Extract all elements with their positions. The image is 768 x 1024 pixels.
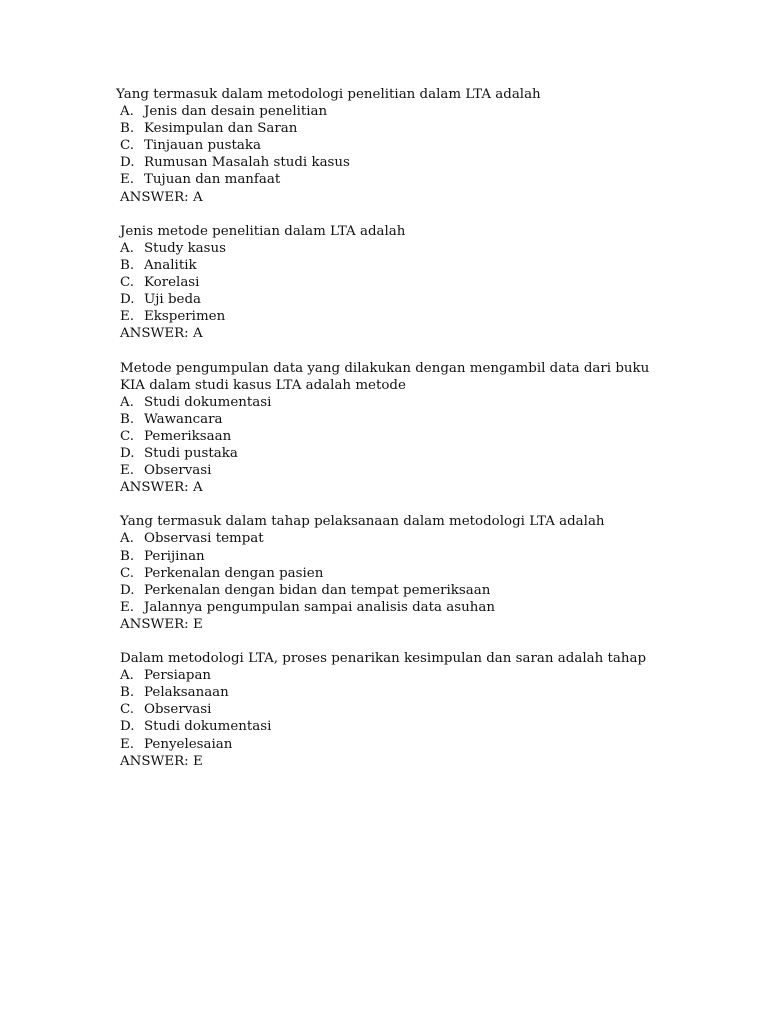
option-letter: D. — [120, 445, 135, 461]
option-a — [120, 667, 660, 684]
option-b — [120, 548, 660, 565]
option-text: Korelasi — [144, 275, 200, 291]
option-letter: C. — [120, 565, 135, 581]
option-letter: B. — [120, 257, 135, 273]
question-2 — [120, 223, 660, 343]
option-a — [120, 530, 660, 547]
option-letter: D. — [120, 292, 135, 308]
option-text: Perkenalan dengan bidan dan tempat pemeriksaan — [144, 582, 491, 598]
option-letter: B. — [120, 411, 135, 427]
option-list — [120, 667, 660, 752]
option-letter: A. — [120, 240, 134, 256]
option-c — [120, 274, 660, 291]
option-text: Observasi tempat — [144, 531, 264, 547]
option-letter: D. — [120, 719, 135, 735]
option-c — [120, 565, 660, 582]
option-text: Penyelesaian — [144, 736, 233, 752]
option-list — [120, 394, 660, 479]
option-d — [120, 718, 660, 735]
option-text: Rumusan Masalah studi kasus — [144, 155, 350, 171]
option-text: Studi pustaka — [144, 445, 238, 461]
option-letter: D. — [120, 582, 135, 598]
option-a — [120, 394, 660, 411]
option-letter: E. — [120, 463, 135, 479]
option-a — [120, 103, 660, 120]
option-list — [120, 103, 660, 188]
answer-key: ANSWER: E — [120, 753, 203, 769]
option-letter: A. — [120, 394, 134, 410]
option-text: Eksperimen — [144, 309, 226, 325]
option-letter: E. — [120, 599, 135, 615]
option-a — [120, 240, 660, 257]
option-letter: A. — [120, 668, 134, 684]
option-letter: A. — [120, 104, 134, 120]
option-d — [120, 445, 660, 462]
option-text: Study kasus — [144, 240, 227, 256]
option-text: Observasi — [144, 463, 212, 479]
option-d — [120, 291, 660, 308]
option-e — [120, 736, 660, 753]
answer-key: ANSWER: A — [120, 189, 203, 205]
option-letter: B. — [120, 548, 135, 564]
option-text: Jalannya pengumpulan sampai analisis data asuhan — [144, 599, 496, 615]
question-text: Dalam metodologi LTA, proses penarikan kesimpulan dan saran adalah tahap — [120, 651, 647, 667]
option-d — [120, 154, 660, 171]
option-letter: C. — [120, 702, 135, 718]
option-letter: E. — [120, 309, 135, 325]
option-e — [120, 462, 660, 479]
option-letter: D. — [120, 155, 135, 171]
option-letter: A. — [120, 531, 134, 547]
option-list — [120, 530, 660, 615]
option-text: Uji beda — [144, 292, 202, 308]
answer-key: ANSWER: A — [120, 480, 203, 496]
option-text: Analitik — [144, 257, 197, 273]
option-e — [120, 171, 660, 188]
option-text: Perijinan — [144, 548, 205, 564]
question-text: Metode pengumpulan data yang dilakukan dengan mengambil data dari buku KIA dalam studi kasus LTA adalah metode — [120, 360, 650, 393]
question-text: Yang termasuk dalam tahap pelaksanaan dalam metodologi LTA adalah — [120, 514, 605, 530]
question-1 — [116, 86, 660, 206]
option-b — [120, 684, 660, 701]
option-c — [120, 701, 660, 718]
answer-key: ANSWER: A — [120, 326, 203, 342]
option-text: Studi dokumentasi — [144, 394, 272, 410]
option-letter: B. — [120, 685, 135, 701]
option-c — [120, 137, 660, 154]
option-letter: B. — [120, 121, 135, 137]
option-text: Observasi — [144, 702, 212, 718]
option-text: Tinjauan pustaka — [144, 138, 261, 154]
option-text: Studi dokumentasi — [144, 719, 272, 735]
question-3 — [120, 360, 660, 497]
question-text: Jenis metode penelitian dalam LTA adalah — [120, 223, 406, 239]
option-letter: C. — [120, 138, 135, 154]
option-letter: C. — [120, 428, 135, 444]
option-list — [120, 240, 660, 325]
option-b — [120, 257, 660, 274]
option-text: Persiapan — [144, 668, 212, 684]
option-text: Tujuan dan manfaat — [144, 172, 281, 188]
option-letter: E. — [120, 172, 135, 188]
question-5 — [120, 650, 660, 770]
option-text: Kesimpulan dan Saran — [144, 121, 298, 137]
option-d — [120, 582, 660, 599]
answer-key: ANSWER: E — [120, 616, 203, 632]
option-text: Perkenalan dengan pasien — [144, 565, 324, 581]
option-text: Pemeriksaan — [144, 428, 232, 444]
option-e — [120, 599, 660, 616]
option-text: Jenis dan desain penelitian — [144, 104, 328, 120]
question-4 — [120, 513, 660, 633]
option-b — [120, 120, 660, 137]
option-e — [120, 308, 660, 325]
option-b — [120, 411, 660, 428]
option-c — [120, 428, 660, 445]
option-letter: C. — [120, 275, 135, 291]
option-letter: E. — [120, 736, 135, 752]
question-text: Yang termasuk dalam metodologi penelitian dalam LTA adalah — [116, 87, 541, 102]
option-text: Wawancara — [144, 411, 223, 427]
document-page — [116, 86, 660, 787]
option-text: Pelaksanaan — [144, 685, 229, 701]
